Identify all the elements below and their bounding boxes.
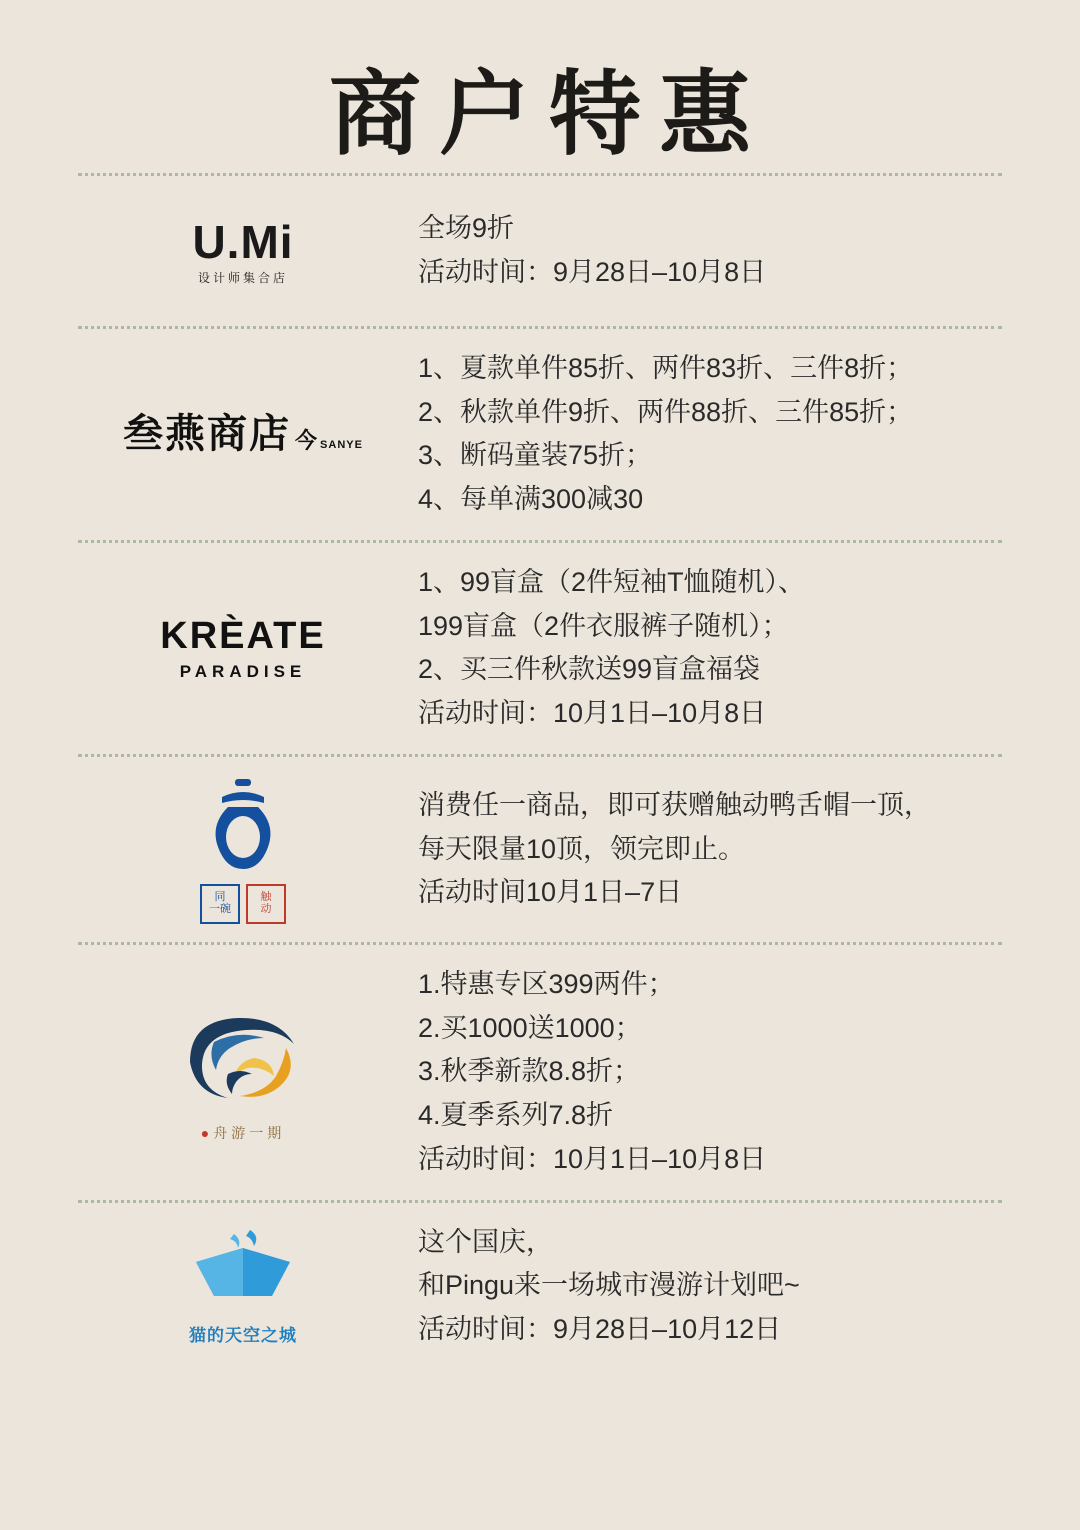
tongyiwan-chudong-logo	[183, 775, 303, 924]
offer-line: 199盲盒（2件衣服裤子随机）；	[418, 610, 789, 641]
offer-line: 1.特惠专区399两件；	[418, 968, 675, 999]
umi-logo	[192, 215, 294, 285]
merchant-row	[0, 757, 1080, 942]
sanyan-logo-mark: 今	[295, 428, 318, 454]
merchant-row	[0, 543, 1080, 754]
offer-line: 全场9折	[418, 213, 515, 244]
zhouyou-logo-caption	[158, 1123, 328, 1143]
offer-line: 4.夏季系列7.8折	[418, 1100, 614, 1131]
section-divider	[78, 1200, 1002, 1203]
offer-line: 活动时间：10月1日–10月8日	[418, 698, 767, 729]
section-divider	[78, 326, 1002, 329]
merchant-logo-cell	[78, 1002, 408, 1143]
badge-tongyiwan	[200, 884, 240, 924]
badge-chudong-bottom: 动	[260, 902, 272, 915]
offer-line: 每天限量10顶，领完即止。	[418, 833, 746, 864]
section-divider	[78, 540, 1002, 543]
section-divider	[78, 942, 1002, 945]
merchant-row	[0, 945, 1080, 1200]
kreate-logo-sub: PARADISE	[179, 661, 307, 681]
offer-line: 活动时间10月1日–7日	[418, 877, 683, 908]
badge-chudong	[246, 884, 286, 924]
offer-line: 这个国庆，	[418, 1226, 553, 1257]
jar-icon	[188, 775, 298, 875]
merchant-offer-text	[408, 784, 1002, 915]
merchant-row	[0, 176, 1080, 326]
umi-logo-sub: 设计师集合店	[197, 270, 288, 285]
kreate-paradise-logo	[160, 614, 326, 681]
offer-line: 4、每单满300减30	[418, 484, 644, 515]
merchant-offer-text	[408, 347, 1002, 522]
sanyan-shop-logo	[123, 411, 363, 457]
sanyan-logo-cn: 叁燕商店	[123, 411, 292, 457]
caption-dot: ●	[200, 1126, 214, 1142]
merchant-offer-text	[408, 963, 1002, 1182]
offer-line: 1、99盲盒（2件短袖T恤随机）、	[418, 566, 806, 597]
sanyan-logo-en: SANYE	[320, 439, 363, 452]
offer-line: 2、买三件秋款送99盲盒福袋	[418, 654, 761, 685]
merchant-logo-cell	[78, 1226, 408, 1346]
merchant-logo-cell	[78, 215, 408, 285]
offer-line: 2.买1000送1000；	[418, 1012, 642, 1043]
offer-line: 消费任一商品，即可获赠触动鸭舌帽一顶，	[418, 789, 931, 820]
cat-sky-city-logo	[153, 1226, 333, 1346]
offer-line: 1、夏款单件85折、两件83折、三件8折；	[418, 353, 914, 383]
merchant-row	[0, 1203, 1080, 1370]
offer-line: 2、秋款单件9折、两件88折、三件85折；	[418, 396, 914, 427]
offer-line: 活动时间：9月28日–10月12日	[418, 1314, 782, 1345]
offer-line: 3.秋季新款8.8折；	[418, 1056, 641, 1087]
offer-line: 活动时间：10月1日–10月8日	[418, 1143, 767, 1174]
offer-line: 和Pingu来一场城市漫游计划吧~	[418, 1270, 800, 1301]
merchant-logo-cell	[78, 775, 408, 924]
section-divider	[78, 754, 1002, 757]
open-book-icon	[168, 1226, 318, 1312]
merchant-offer-text	[408, 207, 1002, 294]
page-title: 商户特惠	[328, 64, 769, 166]
offer-line: 3、断码童装75折；	[418, 440, 653, 471]
merchant-offer-text	[408, 1221, 1002, 1352]
section-divider	[78, 173, 1002, 176]
kreate-logo-main: KRÈATE	[160, 614, 326, 657]
wave-swirl-icon	[168, 1002, 318, 1112]
cat-logo-caption: 猫的天空之城	[189, 1326, 297, 1346]
jar-badges	[183, 884, 303, 924]
zhouyou-caption-text: 舟游一期	[213, 1126, 286, 1142]
merchant-row	[0, 329, 1080, 540]
merchant-offer-text	[408, 561, 1002, 736]
badge-chudong-top: 触	[260, 891, 272, 904]
offer-line: 活动时间：9月28日–10月8日	[418, 257, 767, 287]
zhouyou-yiqi-logo	[158, 1002, 328, 1143]
badge-tongyiwan-bottom: 一碗	[209, 902, 231, 915]
merchant-logo-cell	[78, 411, 408, 457]
umi-logo-main: U.Mi	[192, 215, 294, 268]
merchant-logo-cell	[78, 614, 408, 681]
badge-tongyiwan-top: 同	[214, 891, 226, 904]
